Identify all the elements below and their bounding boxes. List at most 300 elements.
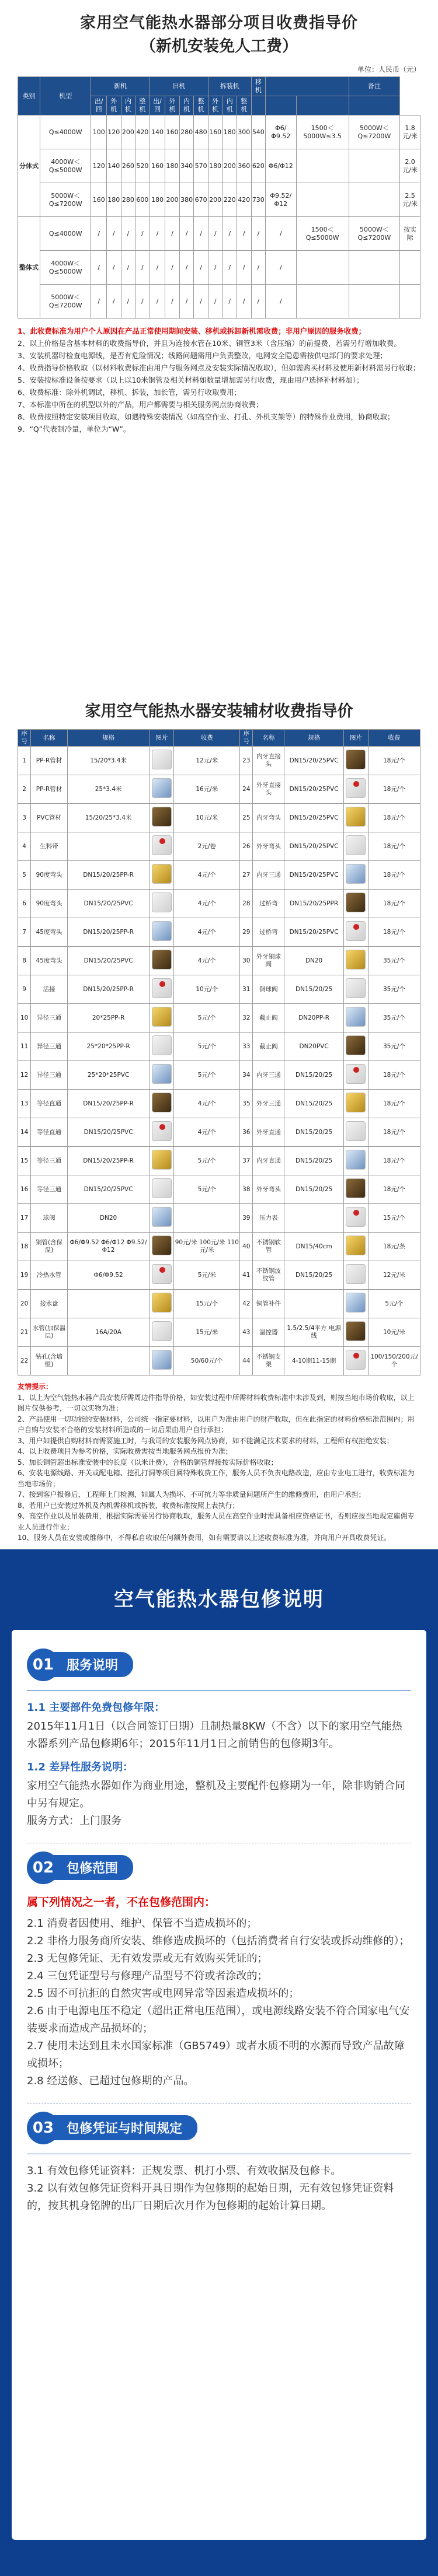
product-photo-icon: [346, 950, 366, 970]
fee-header-cell: [251, 96, 266, 116]
acc-section: [0, 700, 438, 1549]
acc-cell: 90度弯头: [31, 861, 68, 890]
acc-cell: 18元/个: [368, 1090, 420, 1118]
acc-cell: 等径三通: [31, 1147, 68, 1175]
fee-note: 7、本标准中所在的机型以外的产品，用户都需要与相关服务网点协商收费；: [18, 400, 263, 409]
acc-cell: 铜球阀: [253, 975, 284, 1004]
acc-cell: 5元/个: [368, 1290, 420, 1318]
acc-cell: 外牙直接头: [253, 775, 284, 804]
friend-tip: 1、以上为空气能热水器产品安装所需周边件指导价格，如安装过程中所需材料收费标准中未涉及到，则按当地市场价收取，以上图片仅供参考，一切以实物为准；: [18, 1393, 415, 1412]
fee-value-cell: /: [179, 217, 194, 251]
exclusion-item: 2.1 消费者因使用、维护、保管不当造成损坏的；: [27, 1917, 258, 1930]
fee-value-cell: Φ6/Φ12: [266, 149, 296, 183]
sub-heading: 1.1 主要部件免费包修年限：: [27, 1701, 165, 1714]
acc-cell: DN15/20/25PVC: [284, 775, 344, 804]
fee-value-cell: /: [251, 285, 266, 318]
fee-value-cell: /: [194, 217, 208, 251]
separator: [27, 2103, 411, 2104]
fee-table: [18, 76, 420, 318]
acc-cell: 18元/个: [368, 747, 420, 775]
acc-cell: 40: [240, 1233, 253, 1261]
acc-cell: [67, 832, 150, 861]
acc-cell: DN15/20/25PVC: [284, 747, 344, 775]
fee-value-cell: /: [266, 285, 296, 318]
acc-table: [18, 729, 420, 1376]
acc-cell: 等径直通: [31, 1090, 68, 1118]
acc-image-cell: [150, 1061, 174, 1090]
friend-tip: 4、以上收费项目为参考价格，实际收费需按当地服务网点报价为准；: [18, 1447, 232, 1455]
acc-image-cell: [150, 1233, 174, 1261]
fee-value-cell: 280: [121, 183, 135, 217]
acc-cell: 18元/个: [368, 832, 420, 861]
product-photo-icon: [152, 1321, 172, 1341]
fee-value-cell: /: [91, 251, 107, 285]
fee-value-cell: 730: [251, 183, 266, 217]
acc-row: [18, 1318, 420, 1347]
acc-cell: 35: [240, 1090, 253, 1118]
acc-image-cell: [343, 890, 368, 918]
acc-cell: 温控器: [253, 1318, 284, 1347]
fee-value-cell: /: [91, 285, 107, 318]
fee-value-cell: 140: [150, 116, 165, 149]
acc-cell: 20*25PP-R: [67, 1004, 150, 1032]
fee-value-cell: [349, 285, 399, 318]
acc-image-cell: [343, 1175, 368, 1204]
acc-image-cell: [343, 1032, 368, 1061]
fee-value-cell: 620: [251, 149, 266, 183]
acc-cell: 18元/个: [368, 775, 420, 804]
acc-cell: 16: [18, 1175, 31, 1204]
product-photo-icon: [152, 921, 172, 941]
fee-value-cell: [296, 285, 349, 318]
acc-cell: [174, 1204, 240, 1233]
acc-cell: 5元/个: [174, 1061, 240, 1090]
fee-value-cell: 100: [91, 116, 107, 149]
paragraph: 家用空气能热水器如作为商业用途，整机及主要配件包修期为一年，除非购销合同中另有规定。: [27, 1779, 405, 1810]
fee-value-cell: 420: [135, 116, 150, 149]
acc-cell: 不锈钢波纹管: [253, 1261, 284, 1290]
paragraph: 2015年11月1日（以合同签订日期）且制热量8KW（不含）以下的家用空气能热水器系列产品包修期6年；2015年11月1日之前销售的包修期3年。: [27, 1720, 402, 1750]
acc-cell: 35元/个: [368, 1032, 420, 1061]
fee-value-cell: 160: [208, 116, 223, 149]
acc-cell: 33: [240, 1032, 253, 1061]
acc-cell: 截止阀: [253, 1004, 284, 1032]
acc-cell: 1.5/2.5/4平方 电源线: [284, 1318, 344, 1347]
acc-cell: DN15/20/25PVC: [284, 804, 344, 832]
product-photo-icon: [346, 1093, 366, 1112]
product-photo-icon: [152, 1236, 172, 1255]
acc-cell: DN15/40cm: [284, 1233, 344, 1261]
fee-value-cell: /: [237, 285, 252, 318]
fee-note: 4、收费指导价格收取（以材料收费标准由用户与服务网点及安装实际情况收取），但如需购买材料及使用新材料需另行收取；: [18, 363, 420, 372]
friend-tip: 5、加长铜管超出标准安装中的长度（以米计费），合格的铜管焊接按实际价格收取；: [18, 1458, 278, 1466]
exclusion-heading: 属下列情况之一者，不在包修范围内：: [27, 1895, 216, 1909]
acc-cell: 压力表: [253, 1204, 284, 1233]
fee-value-cell: /: [223, 217, 237, 251]
fee-value-cell: 480: [194, 116, 208, 149]
acc-title: 家用空气能热水器安装辅材收费指导价: [85, 702, 353, 720]
acc-cell: [284, 1204, 344, 1233]
acc-cell: 4元/个: [174, 1090, 240, 1118]
acc-row: [18, 918, 420, 947]
fee-value-cell: /: [179, 251, 194, 285]
fee-value-cell: 200: [121, 116, 135, 149]
fee-note: 5、安装按标准设备按要求（以上以10米铜管及相关材料如数量增加需另行收费，现由用户选择补材料加）；: [18, 376, 364, 384]
acc-cell: 18元/个: [368, 804, 420, 832]
acc-image-cell: [150, 1004, 174, 1032]
product-photo-icon: [346, 892, 366, 912]
acc-cell: DN15/20/25: [284, 1090, 344, 1118]
proof-item: 3.1 有效包修凭证资料：正规发票、机打小票、有效收据及包修卡。: [27, 2164, 342, 2177]
exclusion-item: 2.7 使用未达到且未水国家标准（GB5749）或者水质不明的水源而导致产品故障或损坏；: [27, 2039, 405, 2070]
acc-cell: 8: [18, 947, 31, 975]
acc-cell: DN15/20/25PP-R: [67, 1147, 150, 1175]
friend-tip: 10、服务人员在安装或维修中，不得私自收取任何额外费用，如有需要请以上述收费标准为准，并向用户开具收费凭证。: [18, 1534, 391, 1542]
product-photo-icon: [346, 1007, 366, 1027]
acc-cell: 5元/米: [174, 1261, 240, 1290]
product-photo-icon: [346, 807, 366, 827]
acc-header-cell: 图片: [150, 730, 174, 747]
product-photo-icon: [152, 807, 172, 827]
fee-header-cell: 整机: [135, 96, 150, 116]
acc-cell: 39: [240, 1204, 253, 1233]
section-head-3: [27, 2112, 411, 2144]
acc-header-cell: 序号: [240, 730, 253, 747]
fee-value-cell: Φ9.52/Φ12: [266, 183, 296, 217]
acc-cell: 44: [240, 1347, 253, 1376]
acc-cell: 5: [18, 861, 31, 890]
fee-value-cell: /: [165, 251, 180, 285]
product-photo-icon: [152, 1178, 172, 1198]
acc-row: [18, 1032, 420, 1061]
fee-value-cell: 120: [107, 116, 121, 149]
acc-cell: DN20: [284, 947, 344, 975]
product-photo-icon: [346, 835, 366, 855]
fee-value-cell: /: [266, 217, 296, 251]
acc-cell: 等径直通: [31, 1118, 68, 1147]
acc-cell: 内牙直通: [253, 1147, 284, 1175]
acc-cell: 2: [18, 775, 31, 804]
fee-value-cell: [296, 251, 349, 285]
acc-image-cell: [343, 918, 368, 947]
acc-row: [18, 947, 420, 975]
section-number: 03: [27, 2112, 60, 2144]
fee-row: [18, 116, 420, 149]
acc-image-cell: [150, 1204, 174, 1233]
exclusion-item: 2.3 无包修凭证、无有效发票或无有效购买凭证的；: [27, 1952, 268, 1965]
fee-value-cell: /: [179, 285, 194, 318]
product-photo-icon: [152, 892, 172, 912]
acc-row: [18, 775, 420, 804]
fee-value-cell: 180: [223, 116, 237, 149]
fee-header-cell: 出/回: [91, 96, 107, 116]
acc-cell: 27: [240, 861, 253, 890]
acc-image-cell: [343, 1147, 368, 1175]
acc-image-cell: [343, 747, 368, 775]
fee-value-cell: 160: [150, 149, 165, 183]
acc-cell: 24: [240, 775, 253, 804]
acc-image-cell: [150, 747, 174, 775]
acc-image-cell: [150, 1318, 174, 1347]
fee-category-cell: 整体式: [18, 217, 40, 318]
fee-value-cell: /: [107, 285, 121, 318]
acc-image-cell: [343, 1090, 368, 1118]
acc-cell: DN15/20/25PVC: [67, 947, 150, 975]
fee-table-body: [18, 116, 420, 318]
acc-cell: 35元/个: [368, 975, 420, 1004]
acc-cell: 26: [240, 832, 253, 861]
fee-header-cell: [349, 96, 399, 116]
acc-image-cell: [343, 1290, 368, 1318]
warranty-section: [0, 1549, 438, 2576]
exclusion-item: 2.6 由于电源电压不稳定（超出正常电压范围），或电源线路安装不符合国家电气安装要求而造成产品损坏的；: [27, 2004, 410, 2035]
acc-image-cell: [150, 861, 174, 890]
acc-cell: 不锈钢软管: [253, 1233, 284, 1261]
acc-cell: 43: [240, 1318, 253, 1347]
acc-cell: 4: [18, 832, 31, 861]
product-photo-icon: [152, 1350, 172, 1370]
acc-cell: 铜管补件: [253, 1290, 284, 1318]
fee-header-cell: 拆装机: [208, 77, 251, 96]
fee-value-cell: /: [223, 251, 237, 285]
divider: [27, 1690, 411, 1691]
acc-cell: 过桥弯: [253, 890, 284, 918]
acc-cell: 35元/个: [368, 1004, 420, 1032]
product-photo-icon: [152, 950, 172, 970]
fee-header-cell: 整机: [194, 96, 208, 116]
acc-cell: DN15/20/25PP-R: [67, 918, 150, 947]
acc-cell: 29: [240, 918, 253, 947]
acc-image-cell: [150, 1147, 174, 1175]
section-head-2: [27, 1852, 411, 1884]
acc-cell: 4元/个: [174, 890, 240, 918]
acc-row: [18, 1290, 420, 1318]
section-title: 服务说明: [47, 1652, 133, 1677]
fee-category-cell: 分体式: [18, 116, 40, 217]
acc-cell: 内牙直接头: [253, 747, 284, 775]
acc-cell: 37: [240, 1147, 253, 1175]
product-photo-icon: [346, 978, 366, 998]
fee-value-cell: 280: [179, 116, 194, 149]
product-photo-icon: [346, 1293, 366, 1312]
acc-row: [18, 832, 420, 861]
fee-value-cell: /: [266, 251, 296, 285]
acc-cell: 5元/个: [174, 1147, 240, 1175]
warranty-card: [12, 1630, 426, 2540]
acc-cell: 4元/个: [174, 1118, 240, 1147]
product-photo-icon: [346, 1350, 366, 1370]
acc-cell: 12元/米: [368, 1261, 420, 1290]
acc-cell: DN15/20/25PP-R: [67, 861, 150, 890]
acc-row: [18, 1175, 420, 1204]
acc-cell: 外牙弯头: [253, 832, 284, 861]
fee-model-cell: 4000W＜Q≤5000W: [40, 251, 91, 285]
acc-row: [18, 1090, 420, 1118]
fee-value-cell: /: [194, 285, 208, 318]
acc-cell: 15元/米: [174, 1318, 240, 1347]
acc-cell: 18元/个: [368, 1061, 420, 1090]
acc-cell: 4元/个: [174, 918, 240, 947]
fee-unit-note: 单位：人民币（元）: [357, 65, 420, 74]
acc-cell: 90度弯头: [31, 890, 68, 918]
acc-row: [18, 1118, 420, 1147]
acc-image-cell: [343, 832, 368, 861]
acc-image-cell: [150, 804, 174, 832]
product-photo-icon: [346, 1121, 366, 1141]
acc-image-cell: [150, 1090, 174, 1118]
acc-cell: 18: [18, 1233, 31, 1261]
fee-header-cell: 内机: [223, 96, 237, 116]
acc-cell: 34: [240, 1061, 253, 1090]
acc-cell: DN15/20/25: [284, 1261, 344, 1290]
fee-note: 6、收费标准：除外机调试，移机、拆装，加长管，需另行收取费用；: [18, 388, 241, 397]
acc-cell: 5元/个: [174, 1175, 240, 1204]
acc-header-row: [18, 730, 420, 747]
acc-cell: DN15/20/25: [284, 975, 344, 1004]
acc-cell: 38: [240, 1175, 253, 1204]
fee-value-cell: 220: [223, 183, 237, 217]
fee-note: 3、安装机器时检查电源线，是否有危险情况；线路问题需用户负责整改，电网安全隐患需按供电部门的要求处理；: [18, 351, 387, 360]
fee-value-cell: 260: [121, 149, 135, 183]
fee-header-cell: 旧机: [150, 77, 208, 96]
product-photo-icon: [152, 1150, 172, 1170]
acc-cell: DN15/20/25PVC: [67, 890, 150, 918]
acc-header-cell: 规格: [67, 730, 150, 747]
fee-value-cell: 160: [165, 116, 180, 149]
friend-tip: 6、安装电源线路、开关或配电箱、挖孔打洞等项目属特殊收费工作，服务人员不负责电路改造，应由专业电工进行，收费标准为当地市场价；: [18, 1469, 415, 1488]
acc-cell: DN15/20/25PP-R: [67, 1090, 150, 1118]
acc-cell: 外牙弯头: [253, 1175, 284, 1204]
fee-subtitle: （新机安装免人工费）: [140, 37, 298, 55]
acc-table-body: [18, 747, 420, 1376]
acc-cell: 过桥弯: [253, 918, 284, 947]
product-photo-icon: [346, 1264, 366, 1284]
acc-cell: 截止阀: [253, 1032, 284, 1061]
section-title: 包修凭证与时间规定: [47, 2115, 197, 2140]
acc-cell: 36: [240, 1118, 253, 1147]
fee-value-cell: 1500＜5000W≤3.5: [296, 116, 349, 149]
acc-cell: DN15/20/25: [284, 1118, 344, 1147]
fee-value-cell: [296, 149, 349, 183]
acc-cell: PP-R管材: [31, 775, 68, 804]
product-photo-icon: [346, 1035, 366, 1055]
acc-cell: 异径三通: [31, 1004, 68, 1032]
fee-row: [18, 149, 420, 183]
fee-note: 9、“Q”代表制冷量，单位为“W”。: [18, 425, 131, 433]
fee-value-cell: 1.8元/米: [400, 116, 420, 149]
fee-value-cell: 180: [208, 149, 223, 183]
acc-cell: DN20PP-R: [284, 1004, 344, 1032]
acc-header-cell: 图片: [343, 730, 368, 747]
acc-cell: 15: [18, 1147, 31, 1175]
exclusion-item: 2.8 经送修、已超过包修期的产品。: [27, 2074, 194, 2087]
fee-value-cell: 120: [91, 149, 107, 183]
acc-cell: 20: [18, 1290, 31, 1318]
acc-cell: DN15/20/25: [284, 1061, 344, 1090]
fee-value-cell: 540: [251, 116, 266, 149]
fee-header-cell: [266, 96, 296, 116]
acc-cell: 25*20*25PP-R: [67, 1032, 150, 1061]
fee-value-cell: 570: [194, 149, 208, 183]
acc-image-cell: [343, 1118, 368, 1147]
acc-cell: 12元/米: [174, 747, 240, 775]
acc-cell: 10元/个: [174, 975, 240, 1004]
product-photo-icon: [152, 1207, 172, 1227]
acc-cell: 10元/米: [174, 804, 240, 832]
acc-cell: 14: [18, 1118, 31, 1147]
acc-cell: 冷热水管: [31, 1261, 68, 1290]
acc-header-cell: 序号: [18, 730, 31, 747]
acc-cell: 不锈钢支架: [253, 1347, 284, 1376]
fee-value-cell: /: [208, 217, 223, 251]
acc-image-cell: [343, 1347, 368, 1376]
product-photo-icon: [152, 1264, 172, 1284]
acc-cell: 45度弯头: [31, 918, 68, 947]
product-photo-icon: [152, 750, 172, 769]
product-photo-icon: [346, 778, 366, 798]
fee-value-cell: 5000W＜Q≤7200W: [349, 217, 399, 251]
fee-value-cell: 300: [237, 116, 252, 149]
acc-image-cell: [343, 1261, 368, 1290]
acc-header-cell: 名称: [31, 730, 68, 747]
acc-cell: PVC管材: [31, 804, 68, 832]
product-photo-icon: [346, 1321, 366, 1341]
product-photo-icon: [346, 1236, 366, 1255]
acc-row: [18, 975, 420, 1004]
fee-value-cell: [400, 251, 420, 285]
acc-cell: 18元/个: [368, 1175, 420, 1204]
acc-cell: 41: [240, 1261, 253, 1290]
acc-header-cell: 收费: [174, 730, 240, 747]
acc-cell: 活接: [31, 975, 68, 1004]
acc-cell: 50/60元/个: [174, 1347, 240, 1376]
acc-cell: 钻孔(含墙壁): [31, 1347, 68, 1376]
acc-cell: DN15/20/25PPR: [284, 890, 344, 918]
acc-cell: 内牙三通: [253, 1061, 284, 1090]
product-photo-icon: [152, 1007, 172, 1027]
acc-cell: 4元/个: [174, 947, 240, 975]
acc-image-cell: [343, 1061, 368, 1090]
fee-value-cell: /: [150, 285, 165, 318]
fee-value-cell: 2.5元/米: [400, 183, 420, 217]
acc-cell: 等径三通: [31, 1175, 68, 1204]
acc-image-cell: [150, 975, 174, 1004]
acc-cell: DN15/20/25PVC: [67, 1175, 150, 1204]
fee-value-cell: /: [251, 217, 266, 251]
acc-cell: 10: [18, 1004, 31, 1032]
fee-row: [18, 285, 420, 318]
fee-value-cell: 5000W＜Q≤7200W: [349, 116, 399, 149]
fee-value-cell: /: [135, 251, 150, 285]
acc-cell: 90元/米 100元/米 110元/米: [174, 1233, 240, 1261]
fee-value-cell: /: [150, 217, 165, 251]
acc-image-cell: [150, 890, 174, 918]
fee-value-cell: 200: [208, 183, 223, 217]
fee-value-cell: 200: [223, 149, 237, 183]
friend-tip: 3、用户如提供自购材料而需要施工时，与我司的安装服务网点协商，如不能满足技术要求的材料，工程师有权拒绝安装；: [18, 1436, 394, 1445]
fee-value-cell: 160: [91, 183, 107, 217]
acc-cell: DN15/20/25: [284, 1175, 344, 1204]
exclusion-item: 2.4 三包凭证型号与修理产品型号不符或者涂改的；: [27, 1969, 268, 1982]
acc-cell: 15元/个: [368, 1204, 420, 1233]
acc-cell: 16元/米: [174, 775, 240, 804]
fee-note: 1、此收费标准为用户个人原因在产品正常使用期间安装、移机或拆卸新机需收费；非用户原因的服务收费；: [18, 327, 366, 335]
section-number: 01: [27, 1648, 60, 1681]
acc-cell: 13: [18, 1090, 31, 1118]
acc-image-cell: [150, 832, 174, 861]
acc-image-cell: [150, 1175, 174, 1204]
product-photo-icon: [346, 864, 366, 884]
